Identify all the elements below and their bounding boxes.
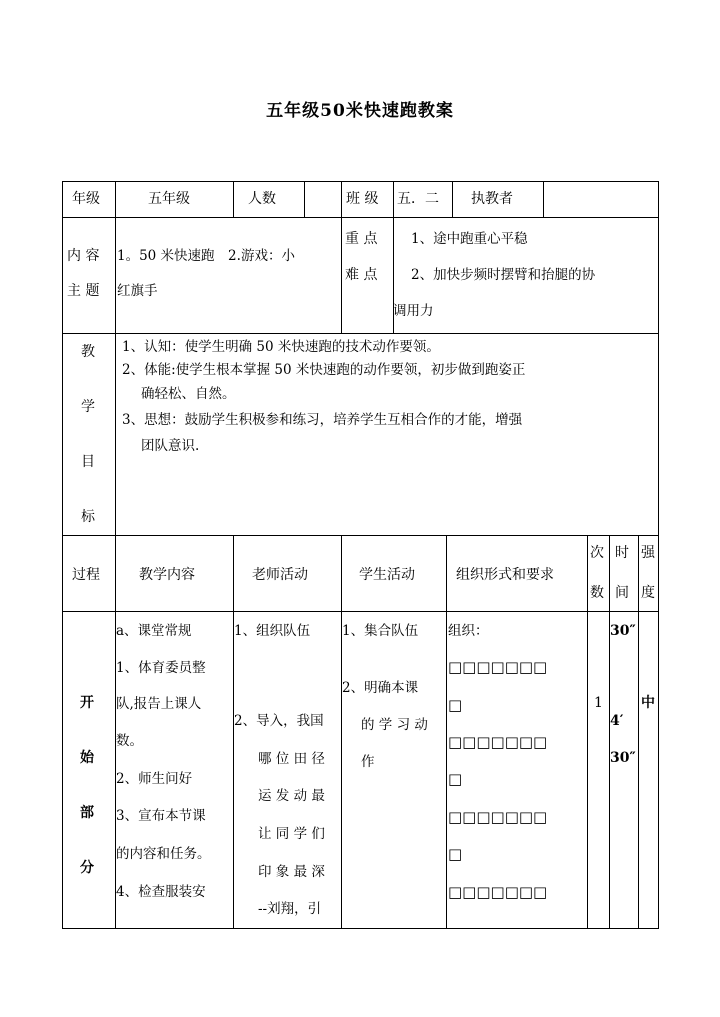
- content-line: 2、师生问好: [116, 771, 193, 787]
- goal-line: 3、思想：鼓励学生积极参和练习，培养学生互相合作的才能，增强: [122, 412, 523, 428]
- goal-line: 确轻松、自然。: [141, 386, 236, 402]
- organization-header: 组织形式和要求: [456, 567, 554, 583]
- formation-boxes-row: □□□□□□□: [448, 733, 548, 751]
- rule: [115, 181, 116, 217]
- student-line: 的 学 习 动: [361, 717, 428, 733]
- content-line: 3、宣布本节课: [116, 808, 206, 824]
- rule: [62, 333, 659, 334]
- content-line: 4、检查服装安: [116, 884, 206, 900]
- content-line: 数。: [116, 733, 143, 749]
- content-header: 教学内容: [139, 567, 195, 583]
- start-label-char: 部: [80, 805, 94, 821]
- start-label-char: 分: [80, 860, 94, 876]
- teacher-activity-header: 老师活动: [252, 567, 308, 583]
- teacher-line: 哪 位 田 径: [258, 751, 325, 767]
- organization-label: 组织：: [448, 623, 489, 639]
- rule: [341, 217, 342, 333]
- rule: [543, 181, 544, 217]
- rule: [587, 535, 588, 929]
- rule: [233, 181, 234, 217]
- student-line: 2、明确本课: [342, 680, 419, 696]
- time-value: 4′: [610, 713, 624, 729]
- student-line: 1、集合队伍: [342, 623, 419, 639]
- intensity-header-1: 强: [641, 545, 655, 561]
- content-line: 的内容和任务。: [116, 846, 211, 862]
- start-label-char: 始: [80, 750, 94, 766]
- rule: [341, 181, 342, 217]
- document-title: 五年级50米快速跑教案: [266, 101, 454, 121]
- rule: [62, 217, 659, 218]
- content-line: 1、体育委员整: [116, 660, 206, 676]
- rule: [115, 333, 116, 535]
- rule: [638, 535, 639, 929]
- key-label2: 难 点: [345, 267, 378, 283]
- rule: [62, 535, 659, 536]
- goals-label-char: 目: [81, 454, 95, 470]
- rule: [609, 535, 610, 929]
- content-label-line2: 主 题: [67, 283, 100, 299]
- formation-boxes-row: □: [448, 696, 463, 714]
- key-line2: 2、加快步频时摆臂和抬腿的协: [411, 267, 596, 283]
- time-header-1: 时: [615, 545, 629, 561]
- key-label1: 重 点: [345, 231, 378, 247]
- teacher-label: 执教者: [471, 191, 513, 207]
- rule: [115, 217, 116, 333]
- intensity-header-2: 度: [641, 585, 655, 601]
- key-line1: 1、途中跑重心平稳: [411, 231, 528, 247]
- rule: [62, 181, 63, 929]
- times-value: 1: [594, 695, 603, 711]
- teacher-line: 2、导入，我国: [234, 713, 324, 729]
- rule: [62, 928, 659, 929]
- goals-label-char: 教: [81, 344, 95, 360]
- goals-label-char: 学: [81, 399, 95, 415]
- teacher-line: 1、组织队伍: [234, 623, 311, 639]
- rule: [658, 181, 659, 929]
- teacher-line: 印 象 最 深: [258, 864, 325, 880]
- content-line2: 红旗手: [117, 283, 158, 299]
- rule: [341, 535, 342, 929]
- rule: [233, 535, 234, 929]
- rule: [62, 181, 659, 182]
- time-value: 30″: [610, 750, 636, 766]
- goal-line: 2、体能:使学生根本掌握 50 米快速跑的动作要领，初步做到跑姿正: [122, 362, 526, 378]
- rule: [393, 181, 394, 217]
- rule: [452, 181, 453, 217]
- rule: [304, 181, 305, 217]
- times-header-2: 数: [590, 585, 604, 601]
- start-label-char: 开: [80, 695, 94, 711]
- goal-line: 团队意识.: [141, 438, 200, 454]
- times-header-1: 次: [590, 545, 604, 561]
- class-label: 班 级: [346, 191, 379, 207]
- count-label: 人数: [248, 191, 276, 207]
- content-line: a、课堂常规: [116, 623, 192, 639]
- grade-value: 五年级: [148, 191, 190, 207]
- grade-label: 年级: [72, 191, 100, 207]
- content-line: 队,报告上课人: [116, 696, 202, 712]
- formation-boxes-row: □: [448, 845, 463, 863]
- intensity-value: 中: [641, 695, 655, 711]
- teacher-line: 让 同 学 们: [258, 826, 325, 842]
- time-header-2: 间: [615, 585, 629, 601]
- student-line: 作: [361, 754, 375, 770]
- goals-label-char: 标: [81, 509, 95, 525]
- rule: [446, 535, 447, 929]
- process-header: 过程: [72, 567, 100, 583]
- time-value: 30″: [610, 623, 636, 639]
- formation-boxes-row: □□□□□□□: [448, 883, 548, 901]
- content-line1: 1。50 米快速跑 2.游戏：小: [117, 248, 295, 264]
- goal-line: 1、认知：使学生明确 50 米快速跑的技术动作要领。: [122, 339, 440, 355]
- formation-boxes-row: □□□□□□□: [448, 658, 548, 676]
- lesson-plan-table: [62, 181, 659, 929]
- teacher-line: 运 发 动 最: [258, 788, 325, 804]
- formation-boxes-row: □□□□□□□: [448, 808, 548, 826]
- student-activity-header: 学生活动: [359, 567, 415, 583]
- formation-boxes-row: □: [448, 770, 463, 788]
- class-value: 五．二: [397, 191, 439, 207]
- rule: [62, 611, 659, 612]
- key-line3: 调用力: [393, 303, 434, 319]
- teacher-line: --刘翔，引: [258, 901, 322, 917]
- content-label-line1: 内 容: [67, 248, 100, 264]
